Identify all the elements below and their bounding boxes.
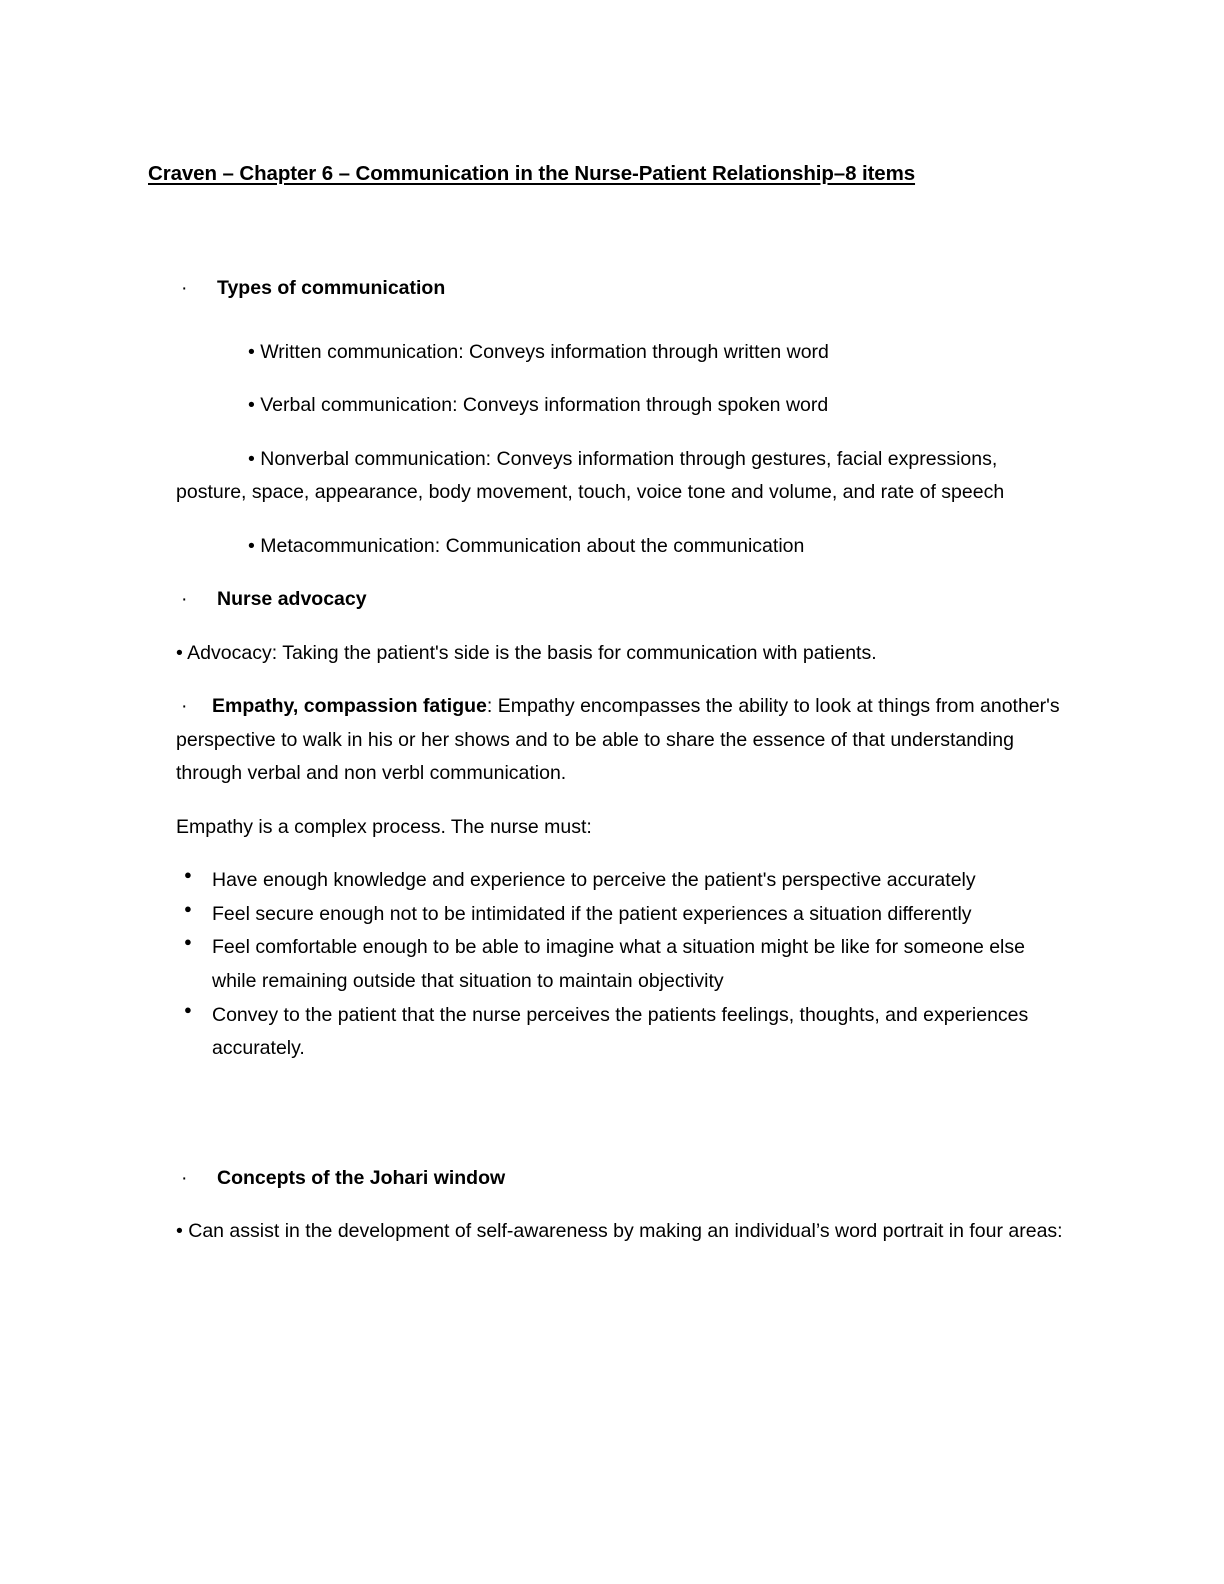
spacer xyxy=(176,369,1066,389)
section-heading-nurse-advocacy xyxy=(176,583,1066,617)
list-item: ● Convey to the patient that the nurse perceives the patients feelings, thoughts, and experiences accurately. xyxy=(176,999,1066,1066)
spacer xyxy=(176,306,1066,336)
spacer xyxy=(176,510,1066,530)
empathy-bold-label: Empathy, compassion fatigue xyxy=(212,695,487,718)
spacer xyxy=(176,563,1066,583)
sub-bullet-nonverbal-communication: • Nonverbal communication: Conveys information through gestures, facial expressions, posture, space, appearance, body movement, touch, voice tone and volume, and rate of speech xyxy=(176,447,1005,504)
document-body xyxy=(176,272,1066,1249)
section-heading-label: Types of communication xyxy=(217,277,446,299)
sub-bullet-verbal-communication: • Verbal communication: Conveys information through spoken word xyxy=(248,394,829,417)
level1-marker-icon: · xyxy=(181,1166,188,1189)
empathy-lead-in: Empathy is a complex process. The nurse must: xyxy=(176,815,592,838)
empathy-requirements-list xyxy=(176,864,1066,1065)
level1-marker-icon: · xyxy=(181,695,188,718)
spacer xyxy=(176,1195,1066,1215)
empathy-body-text: : Empathy encompasses the ability to look at things from another's perspective to walk in his or her shows and to be able to share the essence of that understanding through verbal and non verbl communication. xyxy=(176,695,1060,785)
section-heading-empathy-compassion-fatigue xyxy=(176,690,1066,791)
bullet-johari-word-portrait: • Can assist in the development of self-awareness by making an individual’s word portrait in four areas: xyxy=(176,1220,1063,1243)
spacer xyxy=(176,1066,1066,1162)
spacer xyxy=(176,617,1066,637)
sub-bullet-written-communication: • Written communication: Conveys information through written word xyxy=(248,340,829,363)
page-title: Craven – Chapter 6 – Communication in the Nurse-Patient Relationship–8 items xyxy=(148,162,916,185)
section-heading-types-of-communication xyxy=(176,272,1066,306)
sub-bullet-metacommunication: • Metacommunication: Communication about the communication xyxy=(248,534,805,557)
level1-marker-icon: · xyxy=(181,588,188,611)
list-item: ● Have enough knowledge and experience to perceive the patient's perspective accurately xyxy=(176,864,1066,898)
list-item: ● Feel secure enough not to be intimidated if the patient experiences a situation differently xyxy=(176,898,1066,932)
spacer xyxy=(176,791,1066,811)
spacer xyxy=(176,423,1066,443)
level1-marker-icon: · xyxy=(181,277,188,299)
bullet-advocacy: • Advocacy: Taking the patient's side is the basis for communication with patients. xyxy=(176,641,877,664)
spacer xyxy=(176,670,1066,690)
spacer xyxy=(176,844,1066,864)
list-item: ● Feel comfortable enough to be able to imagine what a situation might be like for someone else while remaining outside that situation to maintain objectivity xyxy=(176,931,1066,998)
section-heading-label: Nurse advocacy xyxy=(217,588,367,611)
section-heading-johari-window xyxy=(176,1162,1066,1196)
section-heading-label: Concepts of the Johari window xyxy=(217,1166,506,1189)
